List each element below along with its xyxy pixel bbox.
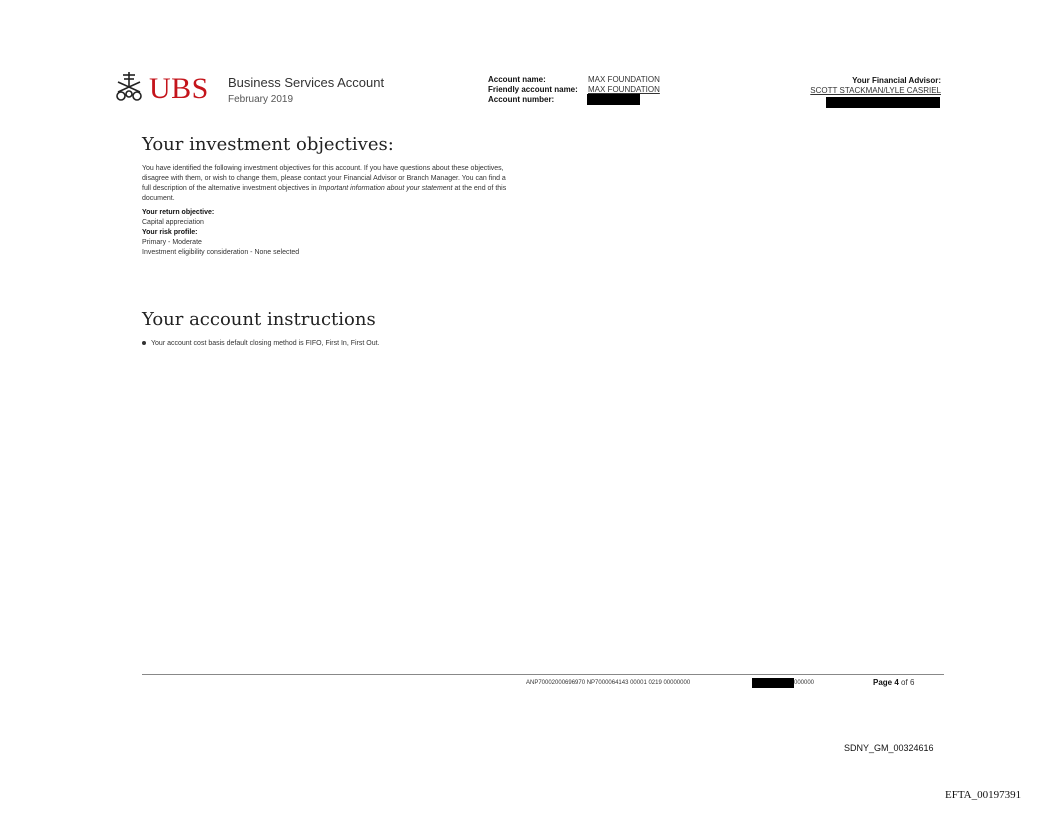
account-number-label: Account number: — [488, 95, 555, 104]
account-name-value: MAX FOUNDATION — [588, 75, 660, 84]
risk-profile-value: Primary - Moderate — [142, 239, 202, 246]
ubs-logo — [112, 70, 222, 110]
bates-number-sdny: SDNY_GM_00324616 — [844, 743, 934, 753]
instruction-text: Your account cost basis default closing method is FIFO, First In, First Out. — [151, 340, 380, 347]
footer-code-redaction — [752, 678, 794, 688]
list-item — [142, 340, 380, 347]
objectives-intro-text-end: at the end of this document. — [142, 185, 507, 202]
investment-objectives-heading: Your investment objectives: — [142, 134, 394, 155]
footer-divider — [142, 674, 944, 675]
bates-number-efta: EFTA_00197391 — [945, 789, 1022, 801]
page-indicator — [873, 678, 914, 687]
friendly-name-value: MAX FOUNDATION — [588, 85, 660, 94]
brand-wordmark: UBS — [149, 72, 209, 105]
advisor-contact-redaction — [826, 97, 940, 108]
return-objective-value: Capital appreciation — [142, 219, 204, 226]
account-number-redaction — [587, 94, 640, 105]
risk-profile-label: Your risk profile: — [142, 229, 198, 236]
objectives-intro-text: You have identified the following investment objectives for this account. If you have questions about these objectives, disagree with them, or wish to change them, please contact your Financial Advisor or Branch Manager. You can find a full description of the alternative investment objectives in — [142, 165, 506, 192]
account-name-label: Account name: — [488, 75, 546, 84]
page-of: of — [901, 678, 908, 687]
page-number: 4 — [894, 678, 899, 687]
page-total: 6 — [909, 678, 915, 687]
ubs-keys-icon — [112, 70, 146, 104]
objectives-intro-reference: Important information about your statement — [318, 185, 453, 192]
bullet-icon — [142, 341, 146, 345]
eligibility-consideration: Investment eligibility consideration - None selected — [142, 249, 300, 256]
objectives-intro — [142, 164, 510, 258]
return-objective-label: Your return objective: — [142, 209, 215, 216]
footer-account-code: ANP70002000696970 NP7000064143 00001 0219 00000000 — [526, 680, 691, 686]
page-label: Page — [873, 678, 893, 687]
statement-date: February 2019 — [228, 94, 294, 105]
footer-account-code-suffix: 000000 — [794, 680, 815, 686]
friendly-name-label: Friendly account name: — [488, 85, 578, 94]
advisor-label: Your Financial Advisor: — [852, 76, 941, 85]
advisor-name: SCOTT STACKMAN/LYLE CASRIEL — [810, 86, 941, 95]
account-type-title: Business Services Account — [228, 75, 385, 90]
account-instructions-heading: Your account instructions — [142, 309, 376, 330]
